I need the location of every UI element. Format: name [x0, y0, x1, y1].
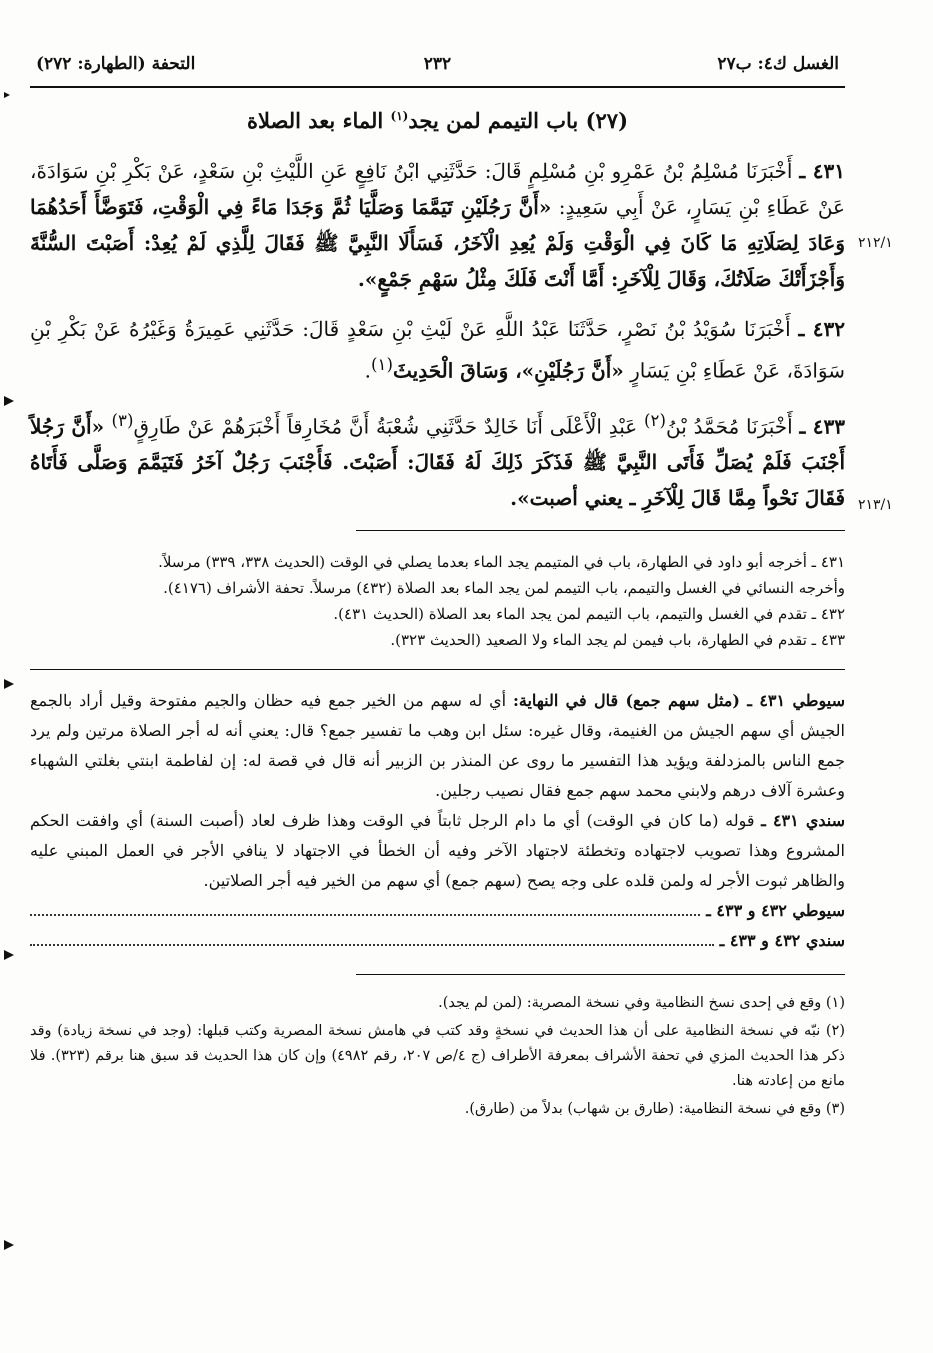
dotted-leader — [30, 914, 700, 916]
suyuti-2-label: سيوطي ٤٣٢ و ٤٣٣ ـ — [706, 901, 845, 921]
chapter-title — [30, 108, 845, 133]
suyuti-text: أي له سهم من الخير جمع فيه حظان والجيم مفتوحة وقيل أراد بالجمع الجيش أي سهم الجيش من الغنيمة، وقال غيره: سئل ابن وهب ما تفسير جمع؟ قال: يعني أنه له أجر الصلاة مرتين ولم يرد جمع الناس بالمزدلفة ويؤيد هذا التفسير ما روى عن المنذر بن الزبير أنه قال في قصة له: إن لفاطمة ابنتي بغلتي الشهباء وعشرة آلاف درهم ولابني محمد سهم جمع فقال نصيب رجلين. — [30, 691, 846, 801]
page-number: ٢٣٢ — [423, 54, 452, 74]
sindi-commentary — [30, 806, 845, 896]
margin-pointer-icon — [4, 679, 14, 689]
footnotes-section — [30, 991, 845, 1122]
header-tuhfa-ref: التحفة (الطهارة: ٢٧٢) — [36, 54, 196, 74]
hadith-matn: «أَنَّ رَجُلَيْنِ تَيَمَّمَا وَصَلَّيَا ثُمَّ وَجَدَا مَاءً فِي الْوَقْتِ، فَتَوَضَّأَ أَحَدُهُمَا وَعَادَ لِصَلَاتِهِ مَا كَانَ فِي الْوَقْتِ وَلَمْ يُعِدِ الْآخَرُ، فَسَأَلَا النَّبِيَّ ﷺ فَقَالَ لِلَّذِي لَمْ يُعِدْ: أَصَبْتَ السُّنَّةَ وَأَجْزَأَتْكَ صَلَاتُكَ، وَقَالَ لِلْآخَرِ: أَمَّا أَنْتَ فَلَكَ مِثْلُ سَهْمِ جَمْعٍ». — [30, 195, 845, 291]
takhrij-line: ٤٣٢ ـ تقدم في الغسل والتيمم، باب التيمم لمن يجد الماء بعد الصلاة (الحديث ٤٣١). — [333, 605, 845, 624]
takhrij-section — [30, 549, 845, 653]
margin-volume-ref: ٢١٣/١ — [858, 497, 893, 513]
margin-pointer-icon — [4, 950, 14, 960]
takhrij-line: ٤٣١ ـ أخرجه أبو داود في الطهارة، باب في المتيمم يجد الماء بعدما يصلي في الوقت (الحديث ٣٣٨، ٣٣٩) مرسلاً. — [158, 553, 845, 572]
header-chapter-ref: الغسل ك٤: ب٢٧ — [717, 54, 839, 74]
suyuti-432-433 — [30, 896, 845, 926]
hadith-433 — [30, 403, 845, 517]
margin-pointer-icon — [4, 92, 10, 98]
hadith-number: ٤٣١ ـ — [799, 159, 846, 183]
running-header — [30, 40, 845, 88]
suyuti-commentary — [30, 686, 845, 806]
sindi-label: سندي ٤٣١ ـ — [761, 811, 845, 831]
hadith-number: ٤٣٣ ـ — [799, 414, 846, 439]
takhrij-separator — [356, 530, 845, 531]
margin-volume-ref: ٢١٢/١ — [858, 235, 893, 251]
suyuti-label: سيوطي ٤٣١ ـ (مثل سهم جمع) قال في النهاية: — [512, 691, 846, 711]
margin-pointer-icon — [4, 396, 14, 406]
hadith-matn: «أَنَّ رَجُلاً أَجْنَبَ فَلَمْ يُصَلِّ فَأَتَى النَّبِيَّ ﷺ فَذَكَرَ ذَلِكَ لَهُ فَقَالَ: أَصَبْتَ. فَأَجْنَبَ رَجُلٌ آخَرُ فَتَيَمَّمَ وَصَلَّى فَأَتَاهُ فَقَالَ نَحْواً مِمَّا قَالَ لِلْآخَرِ ـ يعني أصبت». — [30, 414, 845, 511]
commentary-section — [30, 686, 845, 956]
takhrij-line: ٤٣٣ ـ تقدم في الطهارة، باب فيمن لم يجد الماء ولا الصعيد (الحديث ٣٢٣). — [390, 631, 845, 650]
hadith-432 — [30, 311, 845, 389]
commentary-separator — [30, 669, 845, 670]
hadith-isnad-cont: عَبْدِ الْأَعْلَى أَنَا خَالِدٌ حَدَّثَنِي شُعْبَةُ أَنَّ مُخَارِقاً أَخْبَرَهُمْ عَنْ طَارِقٍ — [133, 414, 645, 439]
margin-pointer-icon — [4, 1240, 14, 1250]
footnote: (٣) وقع في نسخة النظامية: (طارق بن شهاب) بدلاً من (طارق). — [464, 1101, 845, 1118]
sindi-text: قوله (ما كان في الوقت) أي ما دام الرجل ثابتاً في الوقت وهذا ظرف لعاد (أصبت السنة) أي وافقت الحكم المشروع وهذا تصويب لاجتهاده وتخطئة لاجتهاد الآخر وفيه أن الخطأ في الاجتهاد لا ينافي الأجر في العمل المبني عليه والظاهر ثبوت الأجر له ولمن قلده على وجه يصح (سهم جمع) أي سهم من الخير فيه أجر الصلاتين. — [30, 811, 845, 891]
chapter-title-text: (٢٧) باب التيمم لمن يجد — [408, 108, 629, 133]
sindi-432-433 — [30, 926, 845, 956]
hadith-number: ٤٣٢ ـ — [798, 317, 846, 341]
hadith-matn: «أَنَّ رَجُلَيْنِ»، وَسَاقَ الْحَدِيثَ — [392, 358, 624, 383]
hadith-isnad: أَخْبَرَنَا مُسْلِمُ بْنُ عَمْرِو بْنِ مُسْلِمٍ قَالَ: حَدَّثَنِي ابْنُ نَافِعٍ عَنِ اللَّيْثِ بْنِ سَعْدٍ، عَنْ بَكْرِ بْنِ سَوَادَةَ، عَنْ عَطَاءِ بْنِ يَسَارٍ، عَنْ أَبِي سَعِيدٍ: — [30, 159, 845, 219]
footnote-mark: (١) — [371, 355, 393, 374]
hadith-isnad: أَخْبَرَنَا سُوَيْدُ بْنُ نَصْرٍ، حَدَّثَنَا عَبْدُ اللَّهِ عَنْ لَيْثِ بْنِ سَعْدٍ قَالَ: حَدَّثَنِي عَمِيرَةُ وَغَيْرُهُ عَنْ بَكْرِ بْنِ سَوَادَةَ، عَنْ عَطَاءِ بْنِ يَسَارٍ — [30, 317, 845, 383]
footnote-mark: (٣) — [111, 410, 134, 430]
chapter-title-end: الماء بعد الصلاة — [246, 108, 391, 133]
takhrij-line: وأخرجه النسائي في الغسل والتيمم، باب التيمم لمن يجد الماء بعد الصلاة (٤٣٢) مرسلاً. تحفة الأشراف (٤١٧٦). — [163, 579, 845, 598]
dotted-leader — [30, 944, 714, 946]
footnote-mark: (٢) — [644, 410, 666, 430]
hadith-isnad: أَخْبَرَنَا مُحَمَّدُ بْنُ — [665, 414, 793, 439]
footnote: (١) وقع في إحدى نسخ النظامية وفي نسخة المصرية: (لمن لم يجد). — [438, 995, 845, 1012]
footnotes-separator — [356, 974, 845, 975]
hadith-end: . — [364, 358, 372, 383]
footnote: (٢) نبّه في نسخة النظامية على أن هذا الحديث في نسخةٍ وقد كتب في هامش نسخة المصرية وكتب قبلها: (وجد في نسخة زيادة) وقد ذكر هذا الحديث المزي في تحفة الأشراف بمعرفة الأطراف (ج ٤/ص ٢٠٧، رقم ٤٩٨٢) وإن كان هذا الحديث قد سبق هنا برقم (٣٢٣). فلا مانع من إعادته هنا. — [30, 1023, 846, 1090]
book-page — [30, 40, 845, 1125]
sindi-2-label: سندي ٤٣٢ و ٤٣٣ ـ — [719, 931, 845, 951]
chapter-title-footnote-mark: (١) — [390, 109, 409, 123]
hadith-431 — [30, 153, 845, 297]
